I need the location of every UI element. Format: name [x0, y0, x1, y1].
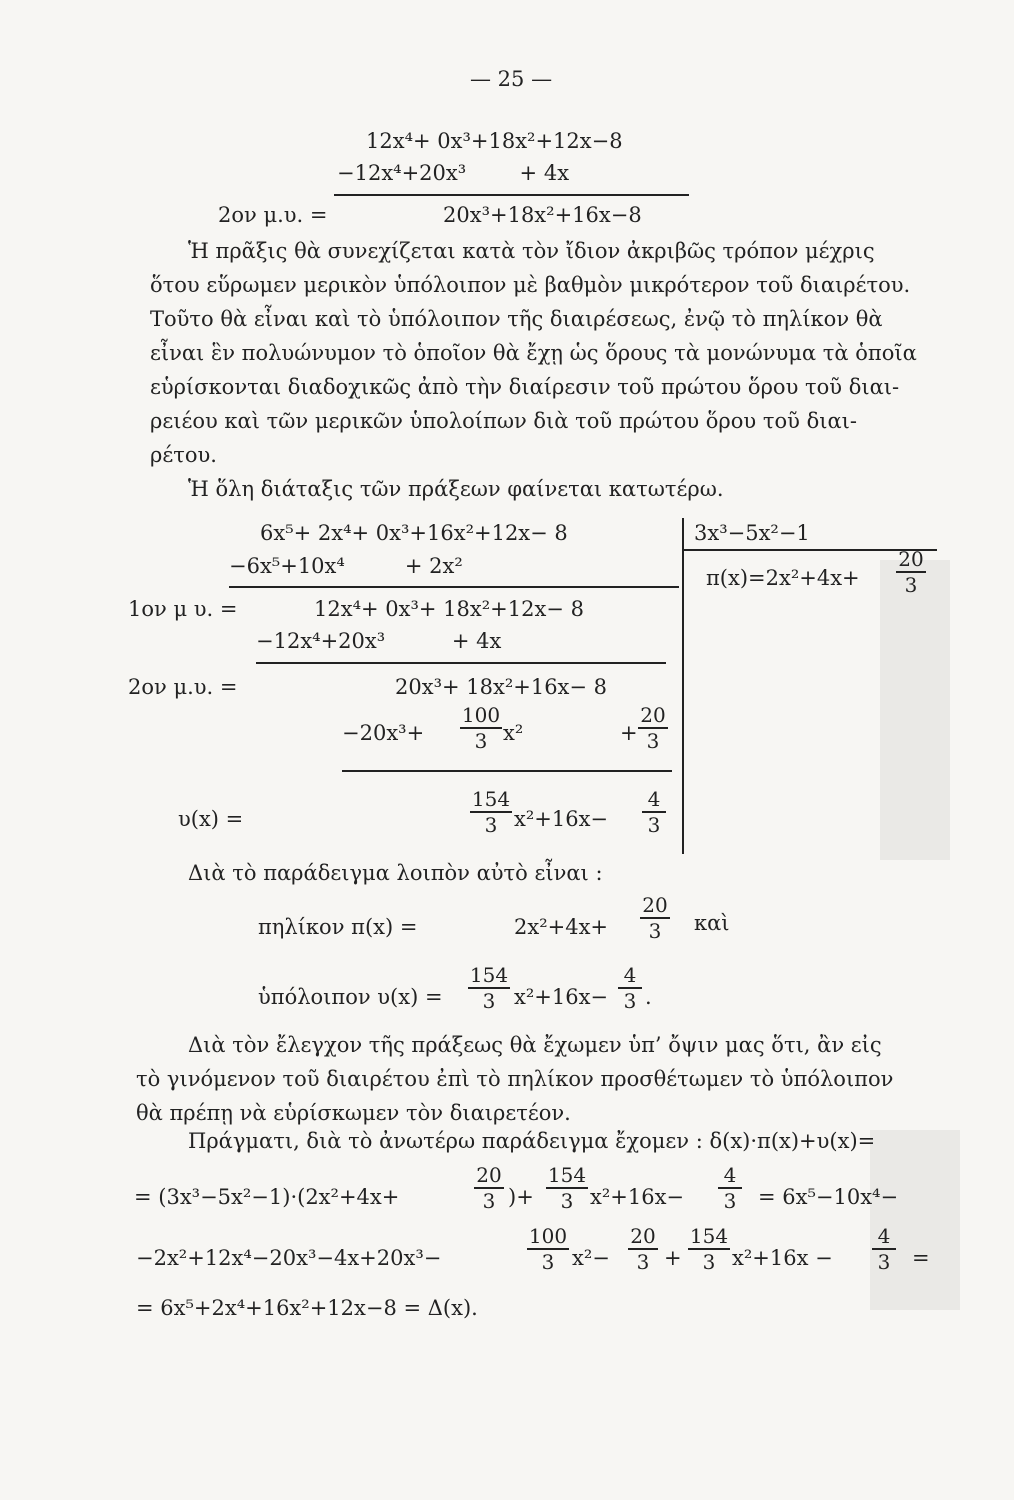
verification-fraction	[527, 1225, 569, 1273]
rule-line	[256, 662, 666, 664]
verification-line-4: = 6x⁵+2x⁴+16x²+12x−8 = Δ(x).	[136, 1296, 478, 1320]
label-remainder: υ(x) =	[178, 807, 244, 831]
paragraph-line: Τοῦτο θὰ εἶναι καὶ τὸ ὑπόλοιπον τῆς διαιρέσεως, ἐνῷ τὸ πηλίκον θὰ	[150, 307, 883, 331]
fraction-numerator: 20	[898, 547, 924, 571]
quotient-fraction	[896, 548, 926, 596]
fraction-denominator: 3	[702, 1249, 716, 1274]
subtrahend-3-part: +	[620, 721, 638, 745]
fraction-numerator: 4	[623, 963, 637, 987]
subtrahend-2: −12x⁴+20x³ + 4x	[256, 629, 502, 653]
paragraph-2	[136, 1028, 940, 1130]
remainder-2: 20x³+ 18x²+16x− 8	[395, 675, 608, 699]
subtrahend-3-part: −20x³+	[342, 721, 425, 745]
fraction-denominator: 3	[877, 1249, 891, 1274]
subtrahend-3-fraction	[638, 704, 668, 752]
remainder-fraction	[642, 788, 666, 836]
fraction-denominator: 3	[482, 988, 496, 1013]
fraction-numerator: 100	[528, 1224, 568, 1248]
quotient-result-fraction	[640, 894, 670, 942]
fraction-denominator: 3	[648, 918, 662, 943]
paragraph-line: εὑρίσκονται διαδοχικῶς ἀπὸ τὴν διαίρεσιν τοῦ πρώτου ὅρου τοῦ διαι-	[150, 375, 900, 399]
rule-line	[229, 586, 679, 588]
paragraph-line: τὸ γινόμενον τοῦ διαιρέτου ἐπὶ τὸ πηλίκον προσθέτωμεν τὸ ὑπόλοιπον	[136, 1067, 894, 1091]
fraction-numerator: 4	[877, 1224, 891, 1248]
remainder-1: 12x⁴+ 0x³+ 18x²+12x− 8	[314, 597, 584, 621]
subtrahend-1: −6x⁵+10x⁴ + 2x²	[229, 554, 463, 578]
quotient-label: π(x)=2x²+4x+	[706, 566, 860, 590]
rule-line	[342, 770, 672, 772]
paragraph-line: Διὰ τὸν ἔλεγχον τῆς πράξεως θὰ ἔχωμεν ὑπ’ ὄψιν μας ὅτι, ἂν εἰς	[188, 1033, 882, 1057]
verification-line-2: x²+16x−	[590, 1185, 685, 1209]
remainder-result-label: ὑπόλοιπον υ(x) =	[258, 985, 443, 1009]
remainder-result-fraction	[618, 964, 642, 1012]
page-number: — 25 —	[470, 67, 553, 91]
bleed-through-shadow	[870, 1130, 960, 1310]
verification-fraction	[546, 1164, 588, 1212]
paragraph-line: ρέτου.	[150, 443, 217, 467]
remainder-result-end: .	[645, 985, 652, 1009]
label-2nd-remainder: 2ον μ.υ. =	[128, 675, 238, 699]
conjunction-kai: καὶ	[694, 911, 730, 935]
quotient-result-expr: 2x²+4x+	[514, 915, 609, 939]
fraction-numerator: 20	[476, 1163, 502, 1187]
paragraph-line: ὅτου εὕρωμεν μερικὸν ὑπόλοιπον μὲ βαθμὸν μικρότερον τοῦ διαιρέτου.	[150, 273, 911, 297]
block1-row3: 20x³+18x²+16x−8	[443, 203, 642, 227]
quotient-result-label: πηλίκον π(x) =	[258, 915, 418, 939]
verification-line-3: −2x²+12x⁴−20x³−4x+20x³−	[136, 1246, 442, 1270]
fraction-denominator: 3	[474, 728, 488, 753]
fraction-denominator: 3	[647, 812, 661, 837]
verification-fraction	[628, 1225, 658, 1273]
fraction-denominator: 3	[623, 988, 637, 1013]
fraction-numerator: 20	[630, 1224, 656, 1248]
verification-line-3: x²−	[572, 1246, 610, 1270]
paragraph-line: Ἡ ὅλη διάταξις τῶν πράξεων φαίνεται κατωτέρω.	[188, 477, 724, 501]
verification-line-3: =	[912, 1246, 930, 1270]
remainder-3-part: x²+16x−	[514, 807, 609, 831]
fraction-numerator: 154	[469, 963, 509, 987]
fraction-numerator: 4	[647, 787, 661, 811]
remainder-result-expr: x²+16x−	[514, 985, 609, 1009]
fraction-numerator: 4	[723, 1163, 737, 1187]
verification-fraction	[688, 1225, 730, 1273]
divisor: 3x³−5x²−1	[694, 521, 810, 545]
verification-fraction	[872, 1225, 896, 1273]
fraction-denominator: 3	[646, 728, 660, 753]
paragraph-line: ρειέου καὶ τῶν μερικῶν ὑπολοίπων διὰ τοῦ πρώτου ὅρου τοῦ διαι-	[150, 409, 857, 433]
paragraph-line: Ἡ πρᾶξις θὰ συνεχίζεται κατὰ τὸν ἴδιον ἀκριβῶς τρόπον μέχρις	[188, 239, 875, 263]
verification-line-2: = (3x³−5x²−1)·(2x²+4x+	[134, 1185, 400, 1209]
verification-line-2: )+	[508, 1185, 534, 1209]
verification-line-1: Πράγματι, διὰ τὸ ἀνωτέρω παράδειγμα ἔχομεν : δ(x)·π(x)+υ(x)=	[188, 1129, 876, 1153]
block1-label: 2ον μ.υ. =	[218, 203, 328, 227]
subtrahend-3-fraction	[460, 704, 502, 752]
fraction-denominator: 3	[904, 572, 918, 597]
verification-fraction	[718, 1164, 742, 1212]
verification-line-3: x²+16x −	[732, 1246, 833, 1270]
fraction-denominator: 3	[636, 1249, 650, 1274]
fraction-denominator: 3	[484, 812, 498, 837]
fraction-denominator: 3	[560, 1188, 574, 1213]
paragraph-line: εἶναι ἓν πολυώνυμον τὸ ὁποῖον θὰ ἔχῃ ὡς ὅρους τὰ μονώνυμα τὰ ὁποῖα	[150, 341, 917, 365]
fraction-numerator: 20	[640, 703, 666, 727]
fraction-denominator: 3	[541, 1249, 555, 1274]
remainder-result-fraction	[468, 964, 510, 1012]
block1-row2: −12x⁴+20x³ + 4x	[337, 161, 570, 185]
fraction-numerator: 154	[689, 1224, 729, 1248]
paragraph-line: θὰ πρέπῃ νὰ εὑρίσκωμεν τὸν διαιρετέον.	[136, 1101, 571, 1125]
verification-line-2: = 6x⁵−10x⁴−	[758, 1185, 899, 1209]
example-intro: Διὰ τὸ παράδειγμα λοιπὸν αὐτὸ εἶναι :	[188, 861, 603, 885]
label-1st-remainder: 1ον μ υ. =	[128, 597, 238, 621]
fraction-numerator: 154	[471, 787, 511, 811]
verification-line-3: +	[664, 1246, 682, 1270]
division-bar	[682, 518, 684, 854]
subtrahend-3-part: x²	[503, 721, 524, 745]
fraction-numerator: 154	[547, 1163, 587, 1187]
verification-fraction	[474, 1164, 504, 1212]
fraction-denominator: 3	[482, 1188, 496, 1213]
fraction-numerator: 100	[461, 703, 501, 727]
bleed-through-shadow	[880, 560, 950, 860]
fraction-denominator: 3	[723, 1188, 737, 1213]
paragraph-1	[150, 234, 940, 506]
remainder-fraction	[470, 788, 512, 836]
dividend: 6x⁵+ 2x⁴+ 0x³+16x²+12x− 8	[260, 521, 568, 545]
block1-row1: 12x⁴+ 0x³+18x²+12x−8	[366, 129, 623, 153]
fraction-numerator: 20	[642, 893, 668, 917]
rule-line	[334, 194, 689, 196]
